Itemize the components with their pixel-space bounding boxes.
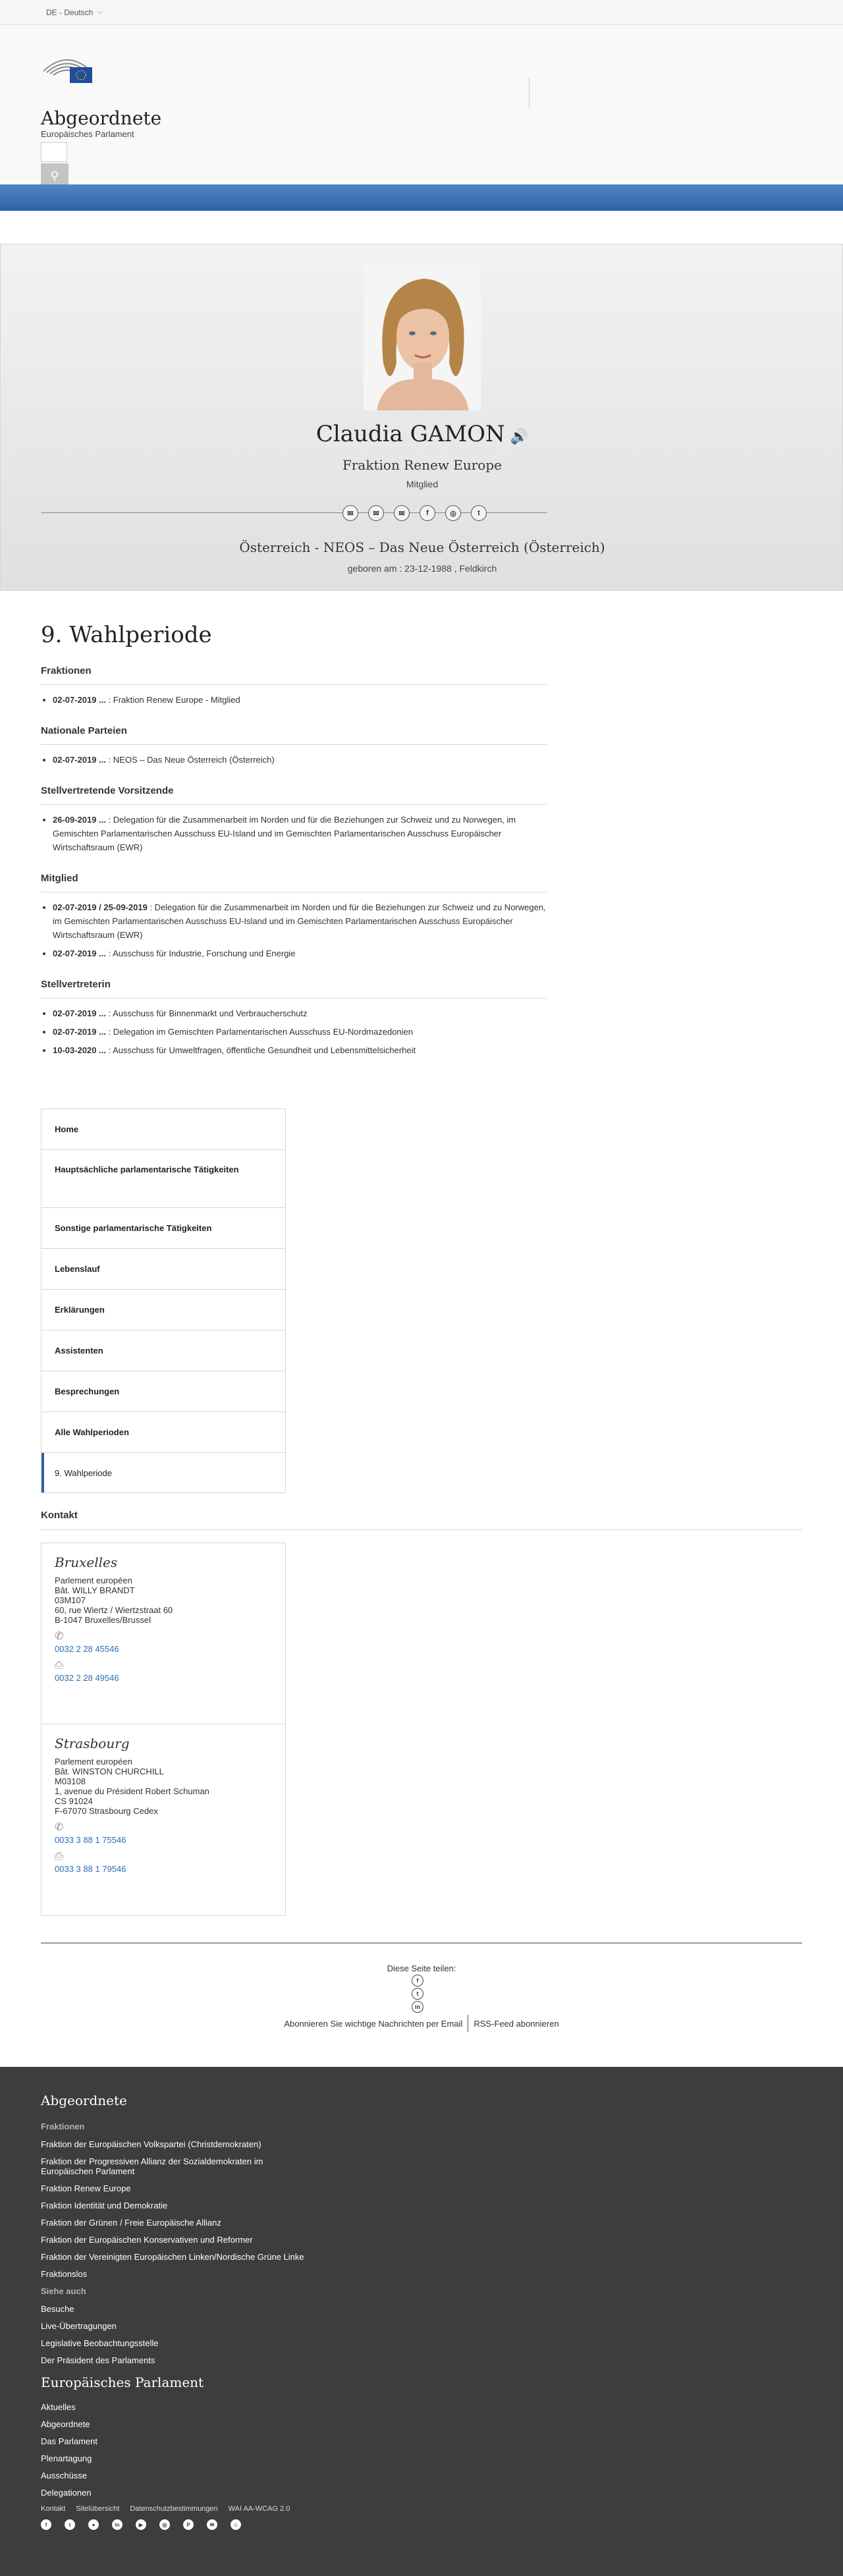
address-line: 03M107 [55, 1595, 86, 1605]
address-line: CS 91024 [55, 1796, 93, 1806]
navigation-bar [0, 184, 843, 211]
share-label: Diese Seite teilen: [387, 1963, 456, 1973]
footer-link[interactable]: Ausschüsse [41, 2471, 88, 2480]
mep-birth: geboren am : 23-12-1988 , Feldkirch [347, 563, 497, 574]
instagram-icon[interactable]: ◎ [445, 505, 461, 521]
list-item: • 02-07-2019 ... : Ausschuss für Binnenmarkt und Verbraucherschutz [53, 1006, 547, 1020]
section-heading: Stellvertreterin [41, 979, 547, 999]
share-icons [412, 1975, 423, 2013]
section-list [41, 753, 547, 767]
mep-group: Fraktion Renew Europe [342, 457, 502, 473]
footer-category: Fraktionen [41, 2122, 85, 2131]
footer-link[interactable]: Fraktionslos [41, 2269, 88, 2279]
header-divider [529, 78, 530, 109]
email-icon[interactable]: ✉ [368, 505, 384, 521]
site-subtitle: Europäisches Parlament [41, 129, 134, 139]
list-item: • 02-07-2019 ... : Delegation im Gemischten Parlamentarischen Ausschuss EU-Nordmazedonien [53, 1025, 547, 1039]
contact-title: Kontakt [41, 1510, 78, 1521]
section-heading: Mitglied [41, 873, 547, 892]
address-line: 1, avenue du Président Robert Schuman [55, 1786, 209, 1796]
office-city: Strasbourg [55, 1736, 130, 1751]
flickr-icon[interactable]: ● [88, 2519, 99, 2530]
office-strasbourg [41, 1724, 286, 1916]
linkedin-icon[interactable]: in [112, 2519, 122, 2530]
office-city: Bruxelles [55, 1554, 118, 1570]
reddit-icon[interactable]: ☺ [231, 2519, 241, 2530]
site-footer [0, 2067, 843, 2576]
nav-item-other-activities[interactable]: Sonstige parlamentarische Tätigkeiten [41, 1208, 285, 1249]
mep-role: Mitglied [406, 479, 439, 489]
nav-item-home[interactable]: Home [41, 1109, 285, 1150]
footer-bottom-link[interactable]: Datenschutzbestimmungen [130, 2505, 218, 2513]
fax-icon: ⎙ [55, 1660, 63, 1671]
list-item: • 26-09-2019 ... : Delegation für die Zusammenarbeit im Norden und für die Beziehungen zur Schweiz und zu Norwegen, im Gemischten Parlamentarischen Ausschuss EU-Island und im Gemischten Parlamentarischen Ausschuss Europäischer Wirtschaftsraum (EWR) [53, 813, 547, 854]
footer-link[interactable]: Der Präsident des Parlaments [41, 2355, 155, 2365]
address-line: B-1047 Bruxelles/Brussel [55, 1615, 151, 1625]
footer-link[interactable]: Abgeordnete [41, 2419, 90, 2429]
social-links [342, 505, 487, 521]
search-icon: ⚲ [50, 169, 59, 182]
mep-photo [364, 264, 481, 410]
address-line: Parlement européen [55, 1757, 132, 1767]
phone-link[interactable]: 0033 3 88 1 75546 [55, 1835, 126, 1845]
term-section [41, 622, 547, 1076]
instagram-icon[interactable]: ◎ [159, 2519, 170, 2530]
fax-link[interactable]: 0032 2 28 49546 [55, 1673, 119, 1683]
list-item: • 10-03-2020 ... : Ausschuss für Umweltfragen, öffentliche Gesundheit und Lebensmittelsicherheit [53, 1043, 547, 1057]
footer-bottom-link[interactable]: Kontakt [41, 2505, 66, 2513]
nav-item-main-activities[interactable]: Hauptsächliche parlamentarische Tätigkeiten [41, 1150, 285, 1208]
footer-bottom-link[interactable]: WAI AA-WCAG 2.0 [228, 2505, 290, 2513]
footer-bottom-links [41, 2505, 843, 2513]
address-line: F-67070 Strasbourg Cedex [55, 1806, 158, 1816]
phone-icon: ✆ [55, 1631, 64, 1642]
facebook-icon[interactable]: f [412, 1975, 423, 1987]
twitter-icon[interactable]: t [412, 1988, 423, 2000]
section-list [41, 1006, 547, 1057]
phone-icon: ✆ [55, 1822, 64, 1833]
nav-item-cv[interactable]: Lebenslauf [41, 1249, 285, 1290]
nav-item-meetings[interactable]: Besprechungen [41, 1371, 285, 1412]
section-heading: Fraktionen [41, 665, 547, 685]
footer-category: Siehe auch [41, 2286, 86, 2296]
email-icon[interactable]: ✉ [342, 505, 358, 521]
site-header [0, 25, 843, 183]
footer-link[interactable]: Fraktion der Vereinigten Europäischen Linken/Nordische Grüne Linke [41, 2252, 304, 2262]
list-item: • 02-07-2019 / 25-09-2019 : Delegation für die Zusammenarbeit im Norden und für die Beziehungen zur Schweiz und zu Norwegen, im Gemischten Parlamentarischen Ausschuss EU-Island und im Gemischten Parlamentarischen Ausschuss Europäischer Wirtschaftsraum (EWR) [53, 900, 547, 942]
footer-social-icons [41, 2519, 843, 2530]
twitter-icon[interactable]: t [65, 2519, 75, 2530]
language-label: DE - Deutsch [46, 7, 94, 17]
footer-link[interactable]: Legislative Beobachtungsstelle [41, 2338, 159, 2348]
term-title: 9. Wahlperiode [41, 622, 212, 648]
site-title: Abgeordnete [41, 107, 162, 129]
email-icon[interactable]: ✉ [394, 505, 410, 521]
footer-link[interactable]: Besuche [41, 2304, 74, 2314]
email-icon[interactable]: ✉ [207, 2519, 217, 2530]
facebook-icon[interactable]: f [41, 2519, 51, 2530]
footer-link[interactable]: Fraktion der Grünen / Freie Europäische Allianz [41, 2218, 221, 2228]
fax-icon: ⎙ [55, 1851, 63, 1862]
linkedin-icon[interactable]: in [412, 2001, 423, 2013]
mep-name-text: Claudia GAMON [315, 421, 505, 447]
phone-link[interactable]: 0032 2 28 45546 [55, 1644, 119, 1654]
nav-item-assistants[interactable]: Assistenten [41, 1330, 285, 1371]
footer-link[interactable]: Aktuelles [41, 2402, 76, 2412]
mep-country: Österreich - NEOS – Das Neue Österreich (Österreich) [239, 539, 605, 555]
language-selector[interactable] [0, 0, 843, 25]
footer-link[interactable]: Das Parlament [41, 2436, 97, 2446]
list-item: • 02-07-2019 ... : Fraktion Renew Europe - Mitglied [53, 693, 547, 707]
address-line: Parlement européen [55, 1576, 132, 1585]
email-subscribe-link[interactable]: Abonnieren Sie wichtige Nachrichten per Email [284, 2019, 463, 2029]
address-line: Bât. WINSTON CHURCHILL [55, 1767, 164, 1776]
address-line: 60, rue Wiertz / Wiertzstraat 60 [55, 1605, 173, 1615]
subscribe-links [0, 2019, 843, 2032]
fax-link[interactable]: 0033 3 88 1 79546 [55, 1864, 126, 1874]
address-line: M03108 [55, 1776, 86, 1786]
nav-item-term-9[interactable]: 9. Wahlperiode [41, 1453, 285, 1493]
footer-title: Abgeordnete [41, 2093, 127, 2108]
list-item: • 02-07-2019 ... : NEOS – Das Neue Österreich (Österreich) [53, 753, 547, 767]
section-heading: Nationale Parteien [41, 725, 547, 745]
footer-link[interactable]: Fraktion Identität und Demokratie [41, 2201, 168, 2210]
footer-link[interactable]: Delegationen [41, 2488, 92, 2498]
nav-item-declarations[interactable]: Erklärungen [41, 1290, 285, 1330]
ep-logo-icon[interactable] [41, 53, 94, 88]
divider [41, 1942, 802, 1944]
nav-item-all-terms[interactable]: Alle Wahlperioden [41, 1412, 285, 1453]
youtube-icon[interactable]: ▶ [136, 2519, 146, 2530]
footer-link[interactable]: Fraktion der Europäischen Konservativen und Reformer [41, 2235, 253, 2245]
facebook-icon[interactable]: f [420, 505, 435, 521]
rss-link[interactable]: RSS-Feed abonnieren [474, 2019, 559, 2029]
twitter-icon[interactable]: t [471, 505, 487, 521]
chevron-down-icon: ⌵ [97, 9, 102, 16]
section-heading: Stellvertretende Vorsitzende [41, 785, 547, 805]
office-bruxelles [41, 1543, 286, 1724]
section-list [41, 693, 547, 707]
footer-link[interactable]: Fraktion der Progressiven Allianz der Sozialdemokraten im Europäischen Parlament [41, 2156, 263, 2176]
footer-bottom-link[interactable]: Sitelübersicht [76, 2505, 120, 2513]
footer-link[interactable]: Fraktion der Europäischen Volkspartei (Christdemokraten) [41, 2139, 261, 2149]
section-list [41, 813, 547, 854]
divider [41, 1529, 802, 1530]
pinterest-icon[interactable]: P [183, 2519, 194, 2530]
search-input[interactable] [41, 142, 67, 162]
address-line: Bât. WILLY BRANDT [55, 1585, 135, 1595]
mep-name [1, 421, 843, 447]
footer-link[interactable]: Live-Übertragungen [41, 2321, 117, 2331]
footer-ep-title: Europäisches Parlament [41, 2374, 204, 2390]
footer-link[interactable]: Fraktion Renew Europe [41, 2183, 131, 2193]
speaker-icon[interactable]: 🔊 [510, 429, 529, 445]
section-list [41, 900, 547, 960]
list-item: • 02-07-2019 ... : Ausschuss für Industrie, Forschung und Energie [53, 946, 547, 960]
footer-link[interactable]: Plenartagung [41, 2453, 92, 2463]
mep-profile [0, 244, 843, 591]
side-navigation [41, 1109, 286, 1493]
